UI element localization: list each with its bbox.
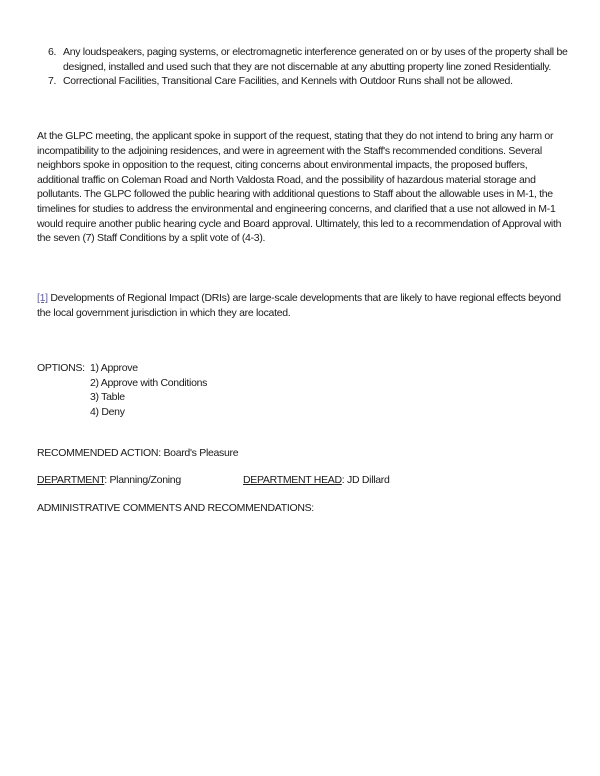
recommended-action xyxy=(37,446,569,461)
list-item xyxy=(37,74,569,89)
list-item-number: 6. xyxy=(48,46,57,58)
department-label: DEPARTMENT xyxy=(37,474,105,486)
department-separator: : xyxy=(104,474,110,486)
footnote-ref-link[interactable]: [1] xyxy=(37,292,48,304)
admin-comments-heading: ADMINISTRATIVE COMMENTS AND RECOMMENDATIONS: xyxy=(37,502,314,514)
conditions-list xyxy=(37,45,569,89)
option-item: 2) Approve with Conditions xyxy=(90,376,208,389)
options-label: OPTIONS: xyxy=(37,362,85,374)
options-items xyxy=(90,361,569,419)
footnote-text: Developments of Regional Impact (DRIs) are large-scale developments that are likely to have regional effects beyond the local government jurisdiction in which they are located. xyxy=(37,292,561,319)
department-value: Planning/Zoning xyxy=(109,474,181,486)
footnote xyxy=(37,291,569,320)
department-head-value: JD Dillard xyxy=(347,474,390,486)
options-section xyxy=(37,361,569,419)
option-item: 4) Deny xyxy=(90,405,125,418)
department-head-separator: : xyxy=(341,474,348,486)
list-item-text: Any loudspeakers, paging systems, or electromagnetic interference generated on or by uses of the property shall be designed, installed and used such that they are not discernable at any abutting property line zoned Residentially. xyxy=(63,46,568,73)
department-head-label: DEPARTMENT HEAD xyxy=(243,474,342,486)
list-item-number: 7. xyxy=(48,75,57,88)
glpc-summary-paragraph: At the GLPC meeting, the applicant spoke in support of the request, stating that they do not intend to bring any harm or incompatibility to the adjoining residences, and were in agreement with the Staff's recommended conditions. Several neighbors spoke in opposition to the request, citing concerns about environmental impacts, the proposed buffers, additional traffic on Coleman Road and North Valdosta Road, and the possibility of hazardous material storage and pollutants. The GLPC followed the public hearing with additional questions to Staff about the allowable uses in M-1, the timelines for studies to address the environmental and engineering concerns, and clarified that a use not allowed in M-1 would require another public hearing cycle and Board approval. Ultimately, this led to a recommendation of Approval with the seven (7) Staff Conditions by a split vote of (4-3). xyxy=(37,130,562,245)
list-item xyxy=(37,45,569,74)
option-item: 3) Table xyxy=(90,391,125,404)
recommended-action-value: Board's Pleasure xyxy=(163,447,239,459)
list-item-text: Correctional Facilities, Transitional Care Facilities, and Kennels with Outdoor Runs shall not be allowed. xyxy=(63,75,513,88)
department-head-field xyxy=(243,473,390,488)
option-item: 1) Approve xyxy=(90,362,138,374)
department-field xyxy=(37,474,181,486)
recommended-action-label: RECOMMENDED ACTION xyxy=(37,447,159,459)
recommended-action-separator: : xyxy=(158,447,164,459)
department-row xyxy=(37,473,569,488)
